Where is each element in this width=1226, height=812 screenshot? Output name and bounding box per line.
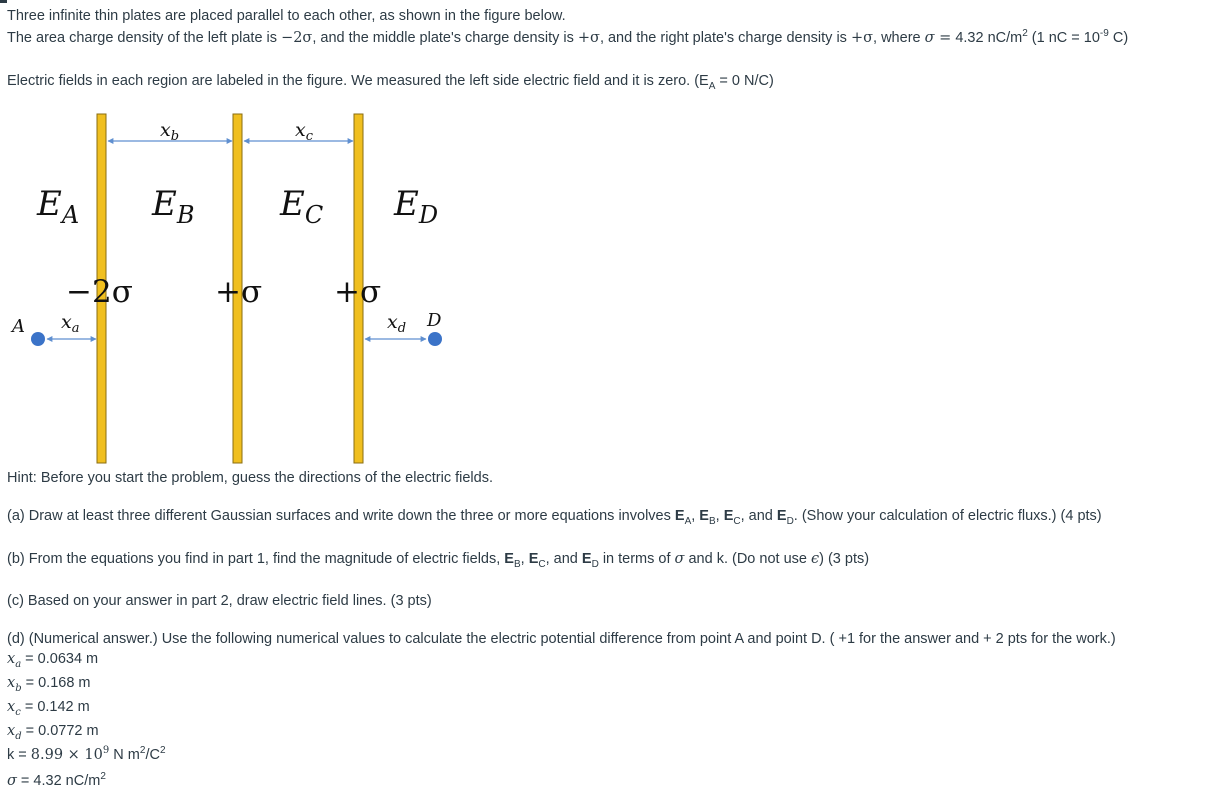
part-a-text <box>7 507 1102 525</box>
question-text: (a) Draw at least three different Gaussian surfaces and write down the three or more equations involves <box>7 508 675 524</box>
value-text: = 0.168 m <box>21 675 91 691</box>
intro-line-2 <box>7 29 1128 47</box>
field-symbol: E <box>699 508 709 524</box>
subscript: A <box>708 81 716 92</box>
hint-text: Hint: Before you start the problem, guess the directions of the electric fields. <box>7 470 493 486</box>
value-text: = 0.142 m <box>20 699 90 715</box>
field-ec-label: $E_C$ <box>280 184 324 229</box>
subscript: D <box>591 559 599 570</box>
field-symbol: E <box>581 551 592 567</box>
field-eb-label: $E_B$ <box>152 184 195 229</box>
xc-label: $x_c$ <box>295 119 313 144</box>
superscript: 2 <box>100 771 106 782</box>
intro-line-1: Three infinite thin plates are placed parallel to each other, as shown in the figure below. <box>7 8 566 24</box>
k-mantissa: 8.99 × 10 <box>30 747 103 763</box>
field-symbol: E <box>504 551 514 567</box>
mid-charge-math: +σ <box>577 30 600 46</box>
conversion-text: C) <box>1108 30 1129 46</box>
field-ed-label: $E_D$ <box>394 184 439 229</box>
subscript: b <box>15 683 22 694</box>
epsilon-symbol: ϵ <box>811 551 820 567</box>
subscript: C <box>538 559 546 570</box>
intro-text: , where <box>873 30 925 46</box>
intro-text: , and the right plate's charge density is <box>599 30 851 46</box>
part-c-text: (c) Based on your answer in part 2, draw electric field lines. (3 pts) <box>7 593 432 609</box>
plates-figure <box>0 105 470 467</box>
intro-text: , and the middle plate's charge density is <box>312 30 578 46</box>
subscript: d <box>15 731 22 742</box>
corner-mark <box>0 0 7 3</box>
question-text: (b) From the equations you find in part 1, find the magnitude of electric fields, <box>7 551 505 567</box>
xb-label: $x_b$ <box>160 119 180 144</box>
right-charge-math: +σ <box>850 30 874 46</box>
separator: , <box>520 551 529 567</box>
value-k <box>7 746 166 764</box>
field-symbol: E <box>674 508 685 524</box>
intro-text: Electric fields in each region are labeled in the figure. We measured the left side electric field and it is zero. (E <box>7 73 709 89</box>
field-symbol: E <box>528 551 539 567</box>
point-a-dot <box>31 332 45 346</box>
intro-line-3 <box>7 72 774 90</box>
point-a-label: A <box>12 316 25 337</box>
left-charge-math: −2σ <box>281 30 313 46</box>
conversion-text: (1 nC = 10 <box>1027 30 1100 46</box>
value-sigma <box>7 772 106 790</box>
part-b-text <box>7 550 869 568</box>
xd-label: $x_d$ <box>387 311 407 336</box>
subscript: D <box>786 516 794 527</box>
separator: , <box>691 508 700 524</box>
sigma-value: 4.32 nC/m <box>951 30 1023 46</box>
value-xd <box>7 722 99 740</box>
separator: , and <box>545 551 582 567</box>
superscript: 2 <box>159 745 166 756</box>
value-xc <box>7 698 90 716</box>
value-text: N m <box>109 747 140 763</box>
point-d-label: D <box>427 310 442 331</box>
superscript: -9 <box>1099 28 1109 39</box>
intro-text: The area charge density of the left plate is <box>7 30 282 46</box>
value-symbol: x <box>7 651 16 667</box>
field-symbol: E <box>776 508 787 524</box>
point-d-dot <box>428 332 442 346</box>
sigma-symbol: σ <box>674 551 685 567</box>
value-text: k = <box>7 747 31 763</box>
separator: , and <box>740 508 777 524</box>
middle-plate-charge: +σ <box>215 274 263 310</box>
subscript: B <box>513 559 521 570</box>
value-xa <box>7 650 98 668</box>
field-ea-label: $E_A$ <box>37 184 80 229</box>
subscript: A <box>684 516 692 527</box>
value-text: = 0.0772 m <box>21 723 99 739</box>
field-symbol: E <box>723 508 734 524</box>
question-text: ) (3 pts) <box>819 551 870 567</box>
superscript: 2 <box>1022 28 1028 39</box>
value-text: /C <box>145 747 160 763</box>
right-plate-charge: +σ <box>334 274 382 310</box>
sigma-equation: σ = <box>924 30 952 46</box>
subscript: B <box>708 516 716 527</box>
value-symbol: σ <box>7 773 17 789</box>
intro-text: = 0 N/C) <box>715 73 774 89</box>
value-symbol: x <box>7 699 16 715</box>
subscript: a <box>15 659 22 670</box>
superscript: 2 <box>139 745 146 756</box>
left-plate-charge: −2σ <box>66 274 133 310</box>
separator: , <box>715 508 724 524</box>
value-symbol: x <box>7 675 16 691</box>
value-text: = 0.0634 m <box>21 651 99 667</box>
subscript: C <box>733 516 741 527</box>
question-text: in terms of <box>598 551 675 567</box>
xa-label: $x_a$ <box>61 311 80 336</box>
part-d-text: (d) (Numerical answer.) Use the following numerical values to calculate the electric potential difference from point A and point D. ( +1 for the answer and + 2 pts for the work.) <box>7 631 1116 647</box>
value-symbol: x <box>7 723 16 739</box>
value-xb <box>7 674 91 692</box>
subscript: c <box>15 707 21 718</box>
question-text: and k. (Do not use <box>684 551 811 567</box>
question-text: . (Show your calculation of electric fluxs.) (4 pts) <box>793 508 1102 524</box>
value-text: = 4.32 nC/m <box>16 773 101 789</box>
superscript: 9 <box>102 745 110 756</box>
